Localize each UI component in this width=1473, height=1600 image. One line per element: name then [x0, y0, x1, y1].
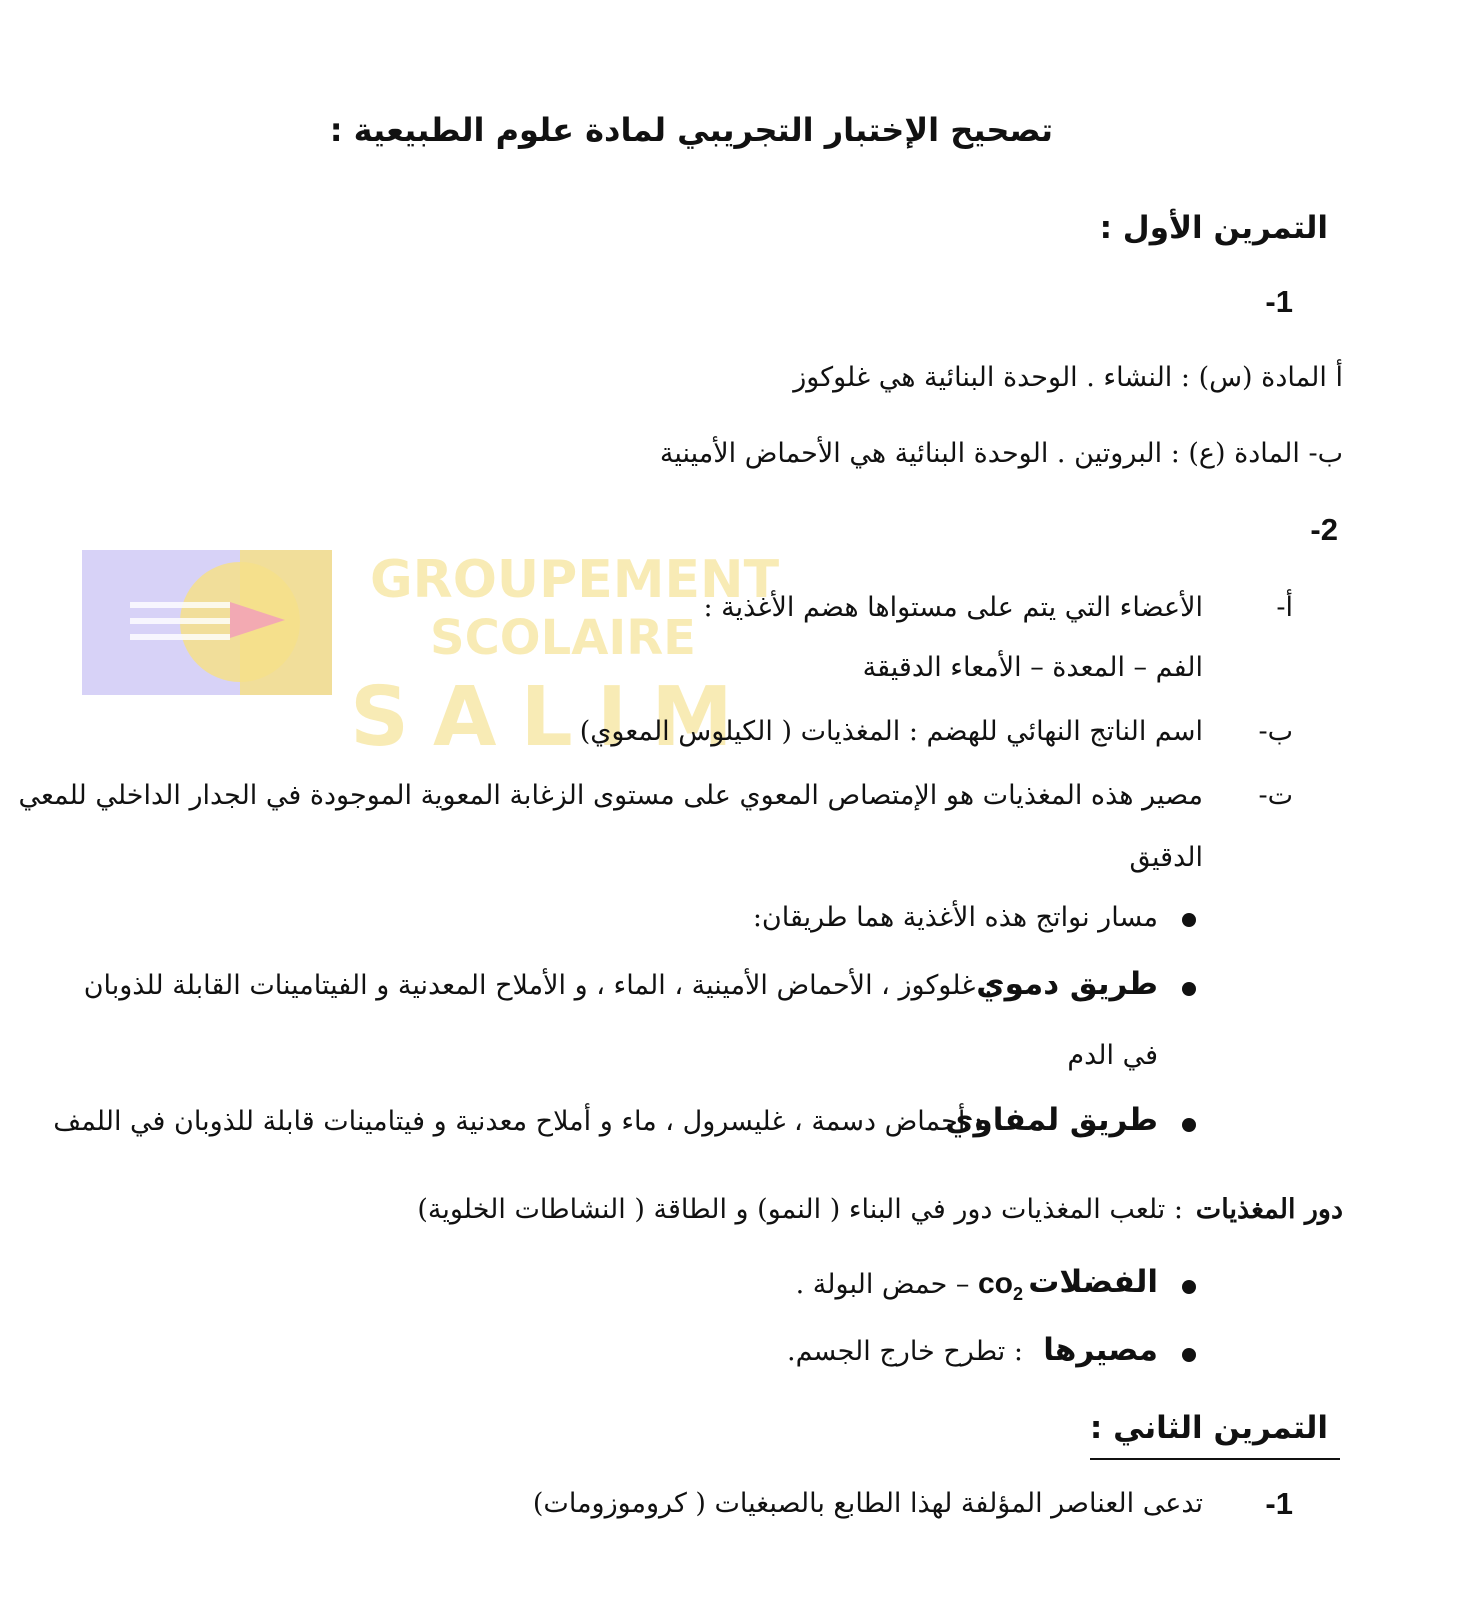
bullet-dot	[1182, 982, 1196, 996]
ex1-q2-number: -2	[1310, 512, 1338, 547]
ex2-q1-number: -1	[1265, 1486, 1293, 1521]
ex2-q1-text: تدعى العناصر المؤلفة لهذا الطابع بالصبغيات ( كروموزومات)	[532, 1488, 1203, 1519]
waste-rest: – حمض البولة .	[795, 1269, 970, 1300]
blood-route-text-line1: : غلوكوز ، الأحماض الأمينية ، الماء ، و الأملاح المعدنية و الفيتامينات القابلة للذوبان	[83, 970, 993, 1001]
bullet-dot	[1182, 1348, 1196, 1362]
ex1-q2-b-text: اسم الناتج النهائي للهضم : المغذيات ( الكيلوس المعوي)	[579, 716, 1203, 747]
bullet-dot	[1182, 1280, 1196, 1294]
waste-label: الفضلات	[1028, 1264, 1158, 1300]
lymph-route-label: طريق لمفاوي	[945, 1102, 1158, 1138]
ex1-q2-t-text-line2: الدقيق	[1129, 842, 1203, 873]
bullet-dot	[1182, 1118, 1196, 1132]
waste-text	[796, 1264, 1023, 1314]
bullet-paths: مسار نواتج هذه الأغذية هما طريقان:	[752, 902, 1158, 933]
exercise2-heading-underline	[1090, 1458, 1340, 1460]
ex1-q1-number: -1	[1265, 284, 1293, 319]
watermark-line2: SCOLAIRE	[430, 610, 696, 666]
ex1-q1-b: ب- المادة (ع) : البروتين . الوحدة البنائية هي الأحماض الأمينية	[659, 438, 1343, 469]
fate-label: مصيرها	[1043, 1332, 1158, 1368]
fate-text: : تطرح خارج الجسم.	[786, 1336, 1023, 1367]
page-title: تصحيح الإختبار التجريبي لمادة علوم الطبيعية :	[329, 111, 1053, 149]
watermark-line3: SALIM	[350, 670, 757, 765]
ex1-q2-a-marker: أ-	[1276, 592, 1293, 623]
ex1-q2-b-marker: ب-	[1258, 716, 1293, 747]
ex1-q2-t-marker: ت-	[1258, 780, 1293, 811]
ex1-q2-a-organs: الفم – المعدة – الأمعاء الدقيقة	[862, 652, 1203, 683]
blood-route-text-line2: في الدم	[1067, 1040, 1158, 1071]
nutrients-role-text: : تلعب المغذيات دور في البناء ( النمو) و الطاقة ( النشاطات الخلوية)	[417, 1194, 1183, 1225]
lymph-route-text: : أحماض دسمة ، غليسرول ، ماء و أملاح معدنية و فيتامينات قابلة للذوبان في اللمف	[53, 1106, 983, 1137]
exercise1-heading: التمرين الأول :	[1099, 210, 1328, 246]
watermark-line1: GROUPEMENT	[370, 550, 780, 610]
exercise2-heading: التمرين الثاني :	[1089, 1410, 1328, 1446]
bullet-dot	[1182, 913, 1196, 927]
ex1-q2-a-text: الأعضاء التي يتم على مستواها هضم الأغذية :	[703, 592, 1203, 623]
ex1-q1-a: أ المادة (س) : النشاء . الوحدة البنائية هي غلوكوز	[793, 362, 1343, 393]
nutrients-role-label: دور المغذيات	[1195, 1194, 1343, 1225]
waste-co2: $co_2$	[977, 1267, 1023, 1304]
blood-route-label: طريق دموي	[976, 966, 1158, 1002]
ex1-q2-t-text-line1: مصير هذه المغذيات هو الإمتصاص المعوي على مستوى الزغابة المعوية الموجودة في الجدار الداخلي للمعي	[18, 780, 1203, 811]
